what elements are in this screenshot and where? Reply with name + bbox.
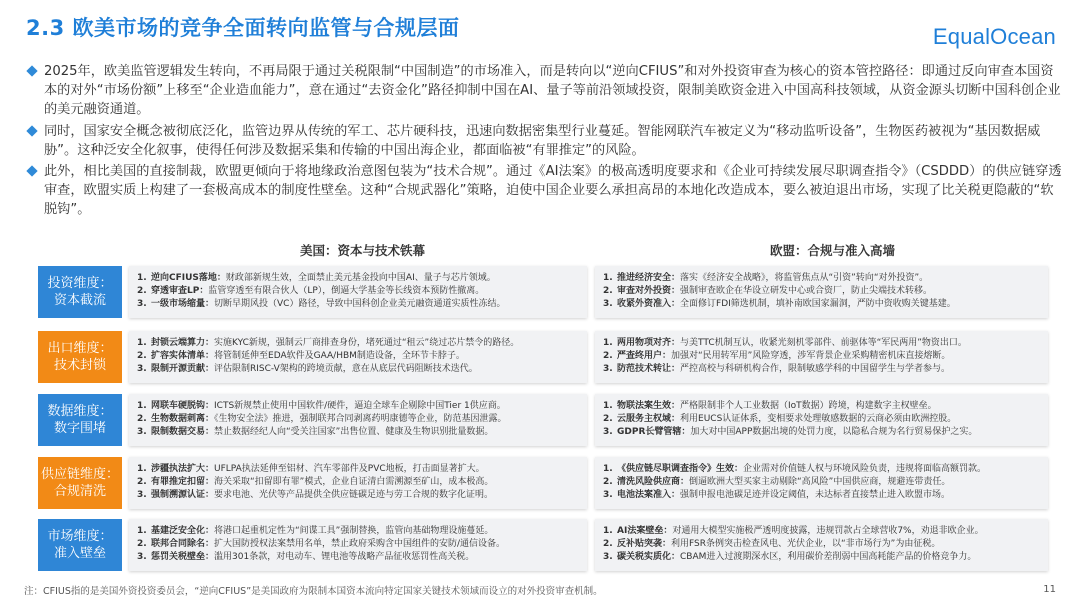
measure-number: 1. xyxy=(137,338,147,348)
measure-item xyxy=(603,272,1040,285)
measure-key: 防范技术转让： xyxy=(617,364,681,374)
comparison-row xyxy=(38,266,1048,318)
measure-item xyxy=(603,476,1040,489)
measure-number: 2. xyxy=(137,477,147,487)
measure-key: 强制溯源认证： xyxy=(151,490,215,500)
measure-text: 企业需对价值链人权与环境风险负责，违规将面临高额罚款。 xyxy=(743,464,987,474)
measure-text: 扩大国防授权法案禁用名单，禁止政府采购含中国组件的安防/通信设备。 xyxy=(214,539,506,549)
measure-number: 1. xyxy=(603,464,613,474)
measure-item xyxy=(137,337,579,350)
us-measures-panel xyxy=(129,519,587,571)
measure-text: ICTS新规禁止使用中国软件/硬件，逼迫全球车企剔除中国Tier 1供应商。 xyxy=(214,401,506,411)
measure-text: 评估限制RISC-V架构的跨境贡献，意在从底层代码阻断技术迭代。 xyxy=(214,364,478,374)
eu-column-header: 欧盟：合规与准入高墙 xyxy=(770,243,896,258)
us-measures-panel xyxy=(129,331,587,383)
measure-number: 1. xyxy=(603,401,613,411)
measure-number: 3. xyxy=(603,427,613,437)
measure-number: 3. xyxy=(137,490,147,500)
measure-text: 加强对“民用转军用”风险穿透，涉军背景企业采购精密机床直接熔断。 xyxy=(671,351,951,361)
measure-item xyxy=(603,285,1040,298)
measure-key: 云服务主权域： xyxy=(617,414,681,424)
bullet-item xyxy=(28,162,1063,220)
measure-key: 一级市场缩量： xyxy=(151,299,215,309)
measure-item xyxy=(137,350,579,363)
measure-key: 反补贴突袭： xyxy=(617,539,672,549)
comparison-row xyxy=(38,519,1048,571)
measure-item xyxy=(603,538,1040,551)
measure-key: 《供应链尽职调查指令》生效： xyxy=(617,464,744,474)
page-number: 11 xyxy=(1043,584,1056,595)
measure-number: 2. xyxy=(137,286,147,296)
measure-key: 严查终用户： xyxy=(617,351,672,361)
measure-key: 穿透审查LP： xyxy=(151,286,209,296)
measure-number: 2. xyxy=(603,539,613,549)
measure-number: 2. xyxy=(137,351,147,361)
measure-item xyxy=(137,538,579,551)
measure-number: 1. xyxy=(603,273,613,283)
measure-key: 收紧外资准入： xyxy=(617,299,681,309)
eu-measures-panel xyxy=(595,519,1048,571)
measure-text: UFLPA执法延伸至铝材、汽车零部件及PVC地板，打击面显著扩大。 xyxy=(214,464,485,474)
measure-text: 监管穿透至有限合伙人（LP），倒逼大学基金等长线资本预防性撤离。 xyxy=(208,286,485,296)
eu-measures-panel xyxy=(595,457,1048,509)
measure-item xyxy=(137,400,579,413)
measure-text: 利用EUCS认证体系，变相要求处理敏感数据的云商必须由欧洲控股。 xyxy=(680,414,957,424)
measure-number: 1. xyxy=(137,526,147,536)
measure-text: 要求电池、光伏等产品提供全供应链碳足迹与劳工合规的数字化证明。 xyxy=(214,490,494,500)
measure-text: 利用FSR条例突击检查风电、光伏企业，以“非市场行为”为由征税。 xyxy=(671,539,941,549)
measure-text: 对通用大模型实施极严透明度披露，违规罚款占全球营收7%，劝退非欧企业。 xyxy=(672,526,984,536)
us-measures-panel xyxy=(129,457,587,509)
measure-number: 3. xyxy=(137,552,147,562)
measure-text: 实施KYC新规，强制云厂商排查身份，堵死通过“租云”绕过芯片禁令的路径。 xyxy=(214,338,520,348)
measure-text: 强制审查欧企在华设立研发中心或合资厂，防止尖端技术转移。 xyxy=(680,286,933,296)
measure-text: 财政部新规生效，全面禁止美元基金投向中国AI、量子与芯片领域。 xyxy=(225,273,496,283)
dimension-label: 投资维度： 资本截流 xyxy=(38,266,122,318)
measure-number: 3. xyxy=(603,364,613,374)
bullet-text: 2025年，欧美监管逻辑发生转向，不再局限于通过关税限制“中国制造”的市场准入，而是转向以“逆向CFIUS”和对外投资审查为核心的资本管控路径：即通过反向审查本国资本的对外“市场份额”上移至“企业造血能力”，意在通过“去资金化”路径抑制中国在AI、量子等前沿领域投资，限制美欧资金进入中国高科技领域，从资金源头切断中国科创企业的美元融资通道。 xyxy=(44,64,1061,118)
measure-text: 落实《经济安全战略》，将监管焦点从“引资”转向“对外投资”。 xyxy=(680,273,929,283)
measure-key: 逆向CFIUS落地： xyxy=(151,273,226,283)
measure-text: 海关采取“扣留即有罪”模式，企业自证清白需溯源至矿山，成本极高。 xyxy=(214,477,494,487)
measure-key: 限制数据交易： xyxy=(151,427,215,437)
measure-item xyxy=(603,463,1040,476)
measure-key: 两用物项对齐： xyxy=(617,338,681,348)
measure-text: 切断早期风投（VC）路径，导致中国科创企业美元融资通道实质性冻结。 xyxy=(214,299,506,309)
measure-item xyxy=(603,525,1040,538)
eu-measures-panel xyxy=(595,266,1048,318)
measure-text: 强制申报电池碳足迹并设定阈值，未达标者直接禁止进入欧盟市场。 xyxy=(680,490,951,500)
footnote: 注：CFIUS指的是美国外资投资委员会，“逆向CFIUS”是美国政府为限制本国资本流向特定国家关键技术领域而设立的对外投资审查机制。 xyxy=(24,586,603,597)
measure-number: 1. xyxy=(603,526,613,536)
measure-key: 基建泛安全化： xyxy=(151,526,215,536)
measure-key: 推进经济安全： xyxy=(617,273,681,283)
measure-key: 清洗风险供应商： xyxy=(617,477,690,487)
measure-item xyxy=(137,463,579,476)
measure-number: 2. xyxy=(137,539,147,549)
diamond-bullet-icon xyxy=(26,65,37,76)
bullet-item xyxy=(28,62,1063,120)
measure-key: 封锁云端算力： xyxy=(151,338,215,348)
measure-number: 3. xyxy=(137,299,147,309)
dimension-label: 供应链维度： 合规清洗 xyxy=(38,457,122,509)
measure-number: 3. xyxy=(137,364,147,374)
measure-number: 3. xyxy=(603,299,613,309)
measure-item xyxy=(137,363,579,376)
measure-number: 3. xyxy=(137,427,147,437)
comparison-row xyxy=(38,457,1048,509)
measure-number: 2. xyxy=(603,286,613,296)
measure-number: 1. xyxy=(137,273,147,283)
dimension-label: 出口维度： 技术封锁 xyxy=(38,331,122,383)
bullet-list xyxy=(28,62,1063,222)
bullet-text: 此外，相比美国的直接制裁，欧盟更倾向于将地缘政治意图包装为“技术合规”。通过《AI法案》的极高透明度要求和《企业可持续发展尽职调查指令》（CSDDD）的供应链穿透审查，欧盟实质上构建了一套极高成本的制度性壁垒。这种“合规武器化”策略，迫使中国企业要么承担高昂的本地化改造成本，要么被迫退出市场，实现了比关税更隐蔽的“软脱钩”。 xyxy=(44,164,1062,218)
measure-item xyxy=(137,298,579,311)
measure-key: 惩罚关税壁垒： xyxy=(151,552,215,562)
measure-text: 严控高校与科研机构合作，限制敏感学科的中国留学生与学者参与。 xyxy=(680,364,951,374)
measure-number: 3. xyxy=(603,552,613,562)
measure-key: 有罪推定扣留： xyxy=(151,477,215,487)
measure-item xyxy=(603,400,1040,413)
measure-number: 2. xyxy=(603,414,613,424)
measure-key: 审查对外投资： xyxy=(617,286,681,296)
equalocean-logo: EqualOcean xyxy=(932,24,1056,49)
diamond-bullet-icon xyxy=(26,125,37,136)
eu-measures-panel xyxy=(595,331,1048,383)
measure-key: 涉疆执法扩大： xyxy=(151,464,215,474)
measure-item xyxy=(137,476,579,489)
measure-item xyxy=(137,426,579,439)
measure-text: 将管制延伸至EDA软件及GAA/HBM制造设备，全环节卡脖子。 xyxy=(214,351,465,361)
measure-number: 2. xyxy=(603,477,613,487)
measure-number: 1. xyxy=(137,464,147,474)
measure-key: GDPR长臂管辖： xyxy=(617,427,691,437)
measure-item xyxy=(603,551,1040,564)
measure-key: 碳关税实质化： xyxy=(617,552,681,562)
measure-text: 禁止数据经纪人向“受关注国家”出售位置、健康及生物识别批量数据。 xyxy=(214,427,494,437)
measure-item xyxy=(137,489,579,502)
measure-key: 网联车硬脱钩： xyxy=(151,401,215,411)
measure-text: 《生物安全法》推进，强制联邦合同剥离药明康德等企业，防范基因泄露。 xyxy=(214,414,507,424)
comparison-row xyxy=(38,394,1048,446)
measure-text: CBAM进入过渡期深水区，利用碳价差削弱中国高耗能产品的价格竞争力。 xyxy=(680,552,977,562)
measure-number: 2. xyxy=(603,351,613,361)
measure-item xyxy=(603,298,1040,311)
measure-key: 电池法案准入： xyxy=(617,490,681,500)
measure-text: 滥用301条款，对电动车、锂电池等战略产品征收惩罚性高关税。 xyxy=(214,552,475,562)
measure-number: 1. xyxy=(603,338,613,348)
measure-text: 严格限制非个人工业数据（IoT数据）跨境，构建数字主权壁垒。 xyxy=(680,401,937,411)
dimension-label: 数据维度： 数字围堵 xyxy=(38,394,122,446)
diamond-bullet-icon xyxy=(26,165,37,176)
measure-text: 全面修订FDI筛选机制，填补南欧国家漏洞，严防中资收购关键基建。 xyxy=(680,299,956,309)
measure-number: 2. xyxy=(137,414,147,424)
us-measures-panel xyxy=(129,394,587,446)
measure-item xyxy=(603,413,1040,426)
eu-measures-panel xyxy=(595,394,1048,446)
comparison-row xyxy=(38,331,1048,383)
measure-item xyxy=(603,426,1040,439)
measure-key: 物联法案生效： xyxy=(617,401,681,411)
bullet-item xyxy=(28,122,1063,160)
page-title: 2.3 欧美市场的竞争全面转向监管与合规层面 xyxy=(26,16,460,40)
measure-item xyxy=(137,272,579,285)
measure-text: 将港口起重机定性为“间谍工具”强制替换，监管向基础物理设施蔓延。 xyxy=(214,526,494,536)
measure-number: 3. xyxy=(603,490,613,500)
measure-key: AI法案壁垒： xyxy=(617,526,673,536)
measure-item xyxy=(603,489,1040,502)
measure-number: 1. xyxy=(137,401,147,411)
bullet-text: 同时，国家安全概念被彻底泛化，监管边界从传统的军工、芯片硬科技，迅速向数据密集型行业蔓延。智能网联汽车被定义为“移动监听设备”，生物医药被视为“基因数据威胁”。这种泛安全化叙事，使得任何涉及数据采集和传输的中国出海企业，都面临被“有罪推定”的风险。 xyxy=(44,123,1041,158)
measure-text: 加大对中国APP数据出境的处罚力度，以隐私合规为名行贸易保护之实。 xyxy=(690,427,978,437)
measure-item xyxy=(603,363,1040,376)
measure-key: 生物数据刺离： xyxy=(151,414,215,424)
us-column-header: 美国：资本与技术铁幕 xyxy=(300,243,426,258)
measure-text: 与美TTC机制互认，收紧光刻机零部件、前驱体等“军民两用”物资出口。 xyxy=(680,338,967,348)
measure-item xyxy=(137,285,579,298)
measure-key: 扩容实体清单： xyxy=(151,351,215,361)
us-measures-panel xyxy=(129,266,587,318)
measure-text: 倒逼欧洲大型买家主动剔除“高风险”中国供应商，规避连带责任。 xyxy=(689,477,951,487)
measure-item xyxy=(137,413,579,426)
measure-item xyxy=(137,551,579,564)
dimension-label: 市场维度： 准入壁垒 xyxy=(38,519,122,571)
measure-item xyxy=(603,350,1040,363)
measure-key: 联邦合同除名： xyxy=(151,539,215,549)
measure-item xyxy=(137,525,579,538)
measure-item xyxy=(603,337,1040,350)
measure-key: 限制开源贡献： xyxy=(151,364,215,374)
